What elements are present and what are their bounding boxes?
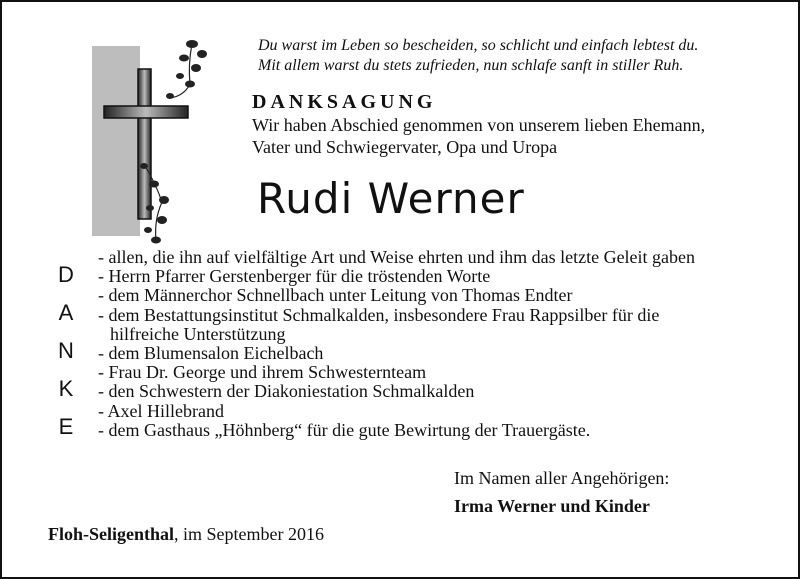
thanks-item: - allen, die ihn auf vielfältige Art und Weise ehrten und ihm das letzte Geleit gaben — [98, 247, 696, 267]
intro-text — [252, 114, 705, 158]
thanks-item: - dem Blumensalon Eichelbach — [98, 343, 324, 364]
poem-line: Mit allem warst du stets zufrieden, nun schlafe sanft in stiller Ruh. — [258, 57, 684, 74]
poem-line: Du warst im Leben so bescheiden, so schlicht und einfach lebtest du. — [258, 37, 699, 54]
place-town: Floh-Seligenthal — [48, 524, 175, 544]
thanks-item: - dem Gasthaus „Höhnberg“ für die gute Bewirtung der Trauergäste. — [98, 419, 591, 440]
thanks-item: - Axel Hillebrand — [98, 400, 224, 421]
thanks-item-continuation: hilfreiche Unterstützung — [110, 323, 286, 344]
intro-line: Wir haben Abschied genommen von unserem lieben Ehemann, — [252, 115, 706, 135]
poem — [258, 36, 698, 76]
thanks-item: - den Schwestern der Diakoniestation Schmalkalden — [98, 381, 475, 402]
intro-line: Vater und Schwiegervater, Opa und Uropa — [252, 137, 558, 157]
place-date-text: , im September 2016 — [174, 524, 324, 544]
thanks-item: - dem Männerchor Schnellbach unter Leitung von Thomas Endter — [98, 285, 573, 306]
vertical-letter: D — [58, 262, 74, 287]
vertical-letter: K — [58, 376, 74, 401]
thanks-item: - Herrn Pfarrer Gerstenberger für die tröstenden Worte — [98, 266, 491, 287]
vertical-letter: E — [58, 414, 74, 439]
signature-block — [454, 464, 669, 520]
signature-intro: Im Namen aller Angehörigen: — [454, 468, 670, 488]
deceased-name: Rudi Werner — [257, 174, 525, 223]
place-date — [48, 524, 324, 545]
vertical-danke — [54, 256, 78, 446]
vertical-letter: A — [58, 300, 74, 325]
thanks-list — [98, 248, 695, 440]
vertical-letter: N — [58, 338, 74, 363]
cross-with-ivy-icon — [84, 34, 224, 249]
thanks-item: - dem Bestattungsinstitut Schmalkalden, insbesondere Frau Rappsilber für die — [98, 304, 660, 325]
thanksgiving-heading: DANKSAGUNG — [252, 91, 437, 113]
signature-names: Irma Werner und Kinder — [454, 496, 650, 516]
thanks-item: - Frau Dr. George und ihrem Schwesternteam — [98, 362, 427, 383]
